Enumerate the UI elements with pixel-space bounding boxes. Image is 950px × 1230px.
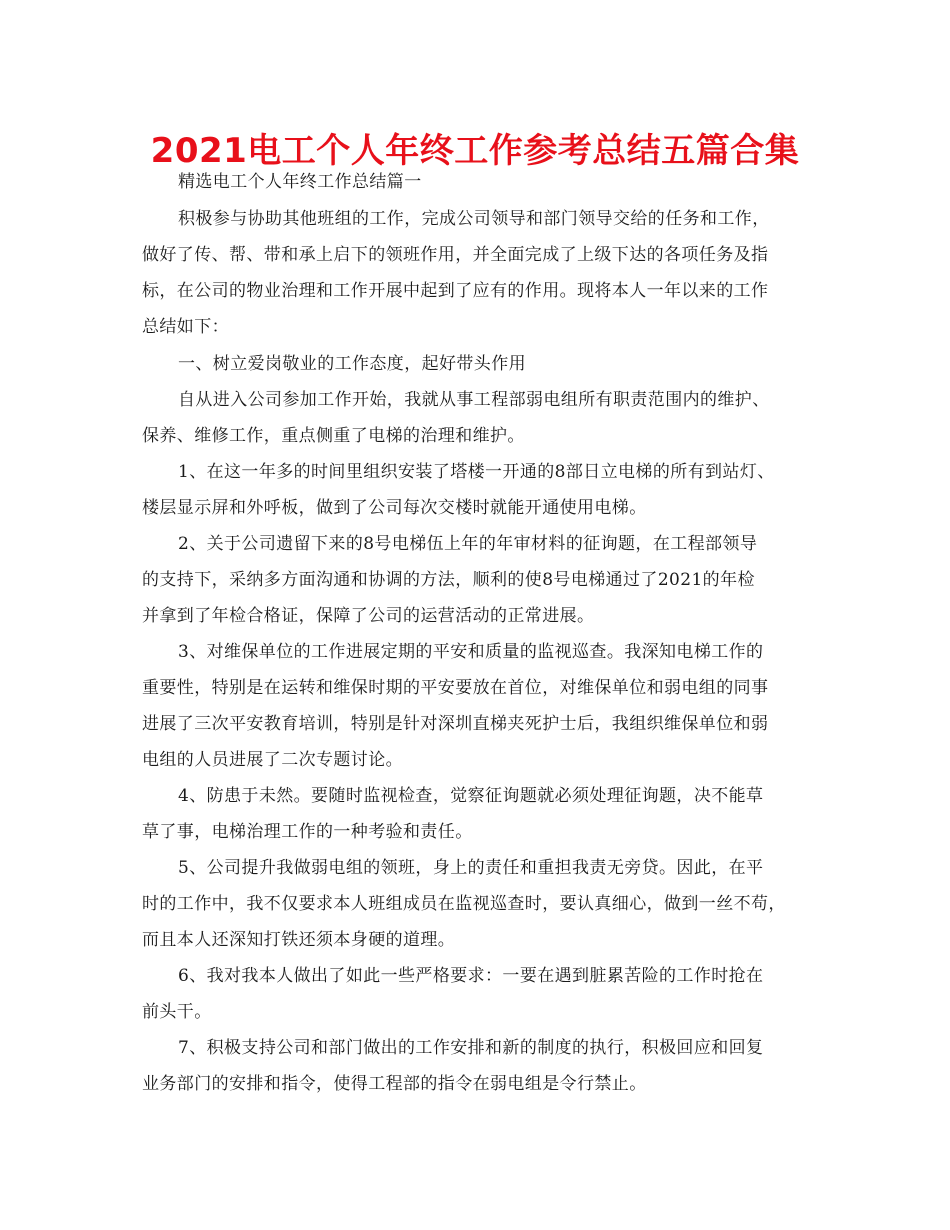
- paragraph-line: 5、公司提升我做弱电组的领班，身上的责任和重担我责无旁贷。因此，在平: [178, 858, 764, 878]
- paragraph-line: 时的工作中，我不仅要求本人班组成员在监视巡查时，要认真细心，做到一丝不苟，: [142, 894, 786, 914]
- section-heading-line: 一、树立爱岗敬业的工作态度，起好带头作用: [178, 354, 526, 374]
- paragraph-line: 电组的人员进展了二次专题讨论。: [142, 750, 403, 770]
- paragraph-line: 保养、维修工作，重点侧重了电梯的治理和维护。: [142, 426, 525, 446]
- paragraph-line: 3、对维保单位的工作进展定期的平安和质量的监视巡查。我深知电梯工作的: [178, 642, 764, 662]
- paragraph-line: 而且本人还深知打铁还须本身硬的道理。: [142, 930, 456, 950]
- document-title: 2021电工个人年终工作参考总结五篇合集: [150, 131, 800, 171]
- paragraph-line: 草了事，电梯治理工作的一种考验和责任。: [142, 822, 473, 842]
- paragraph-line: 做好了传、帮、带和承上启下的领班作用，并全面完成了上级下达的各项任务及指: [142, 245, 769, 265]
- paragraph-line: 前头干。: [142, 1002, 212, 1022]
- paragraph-line: 进展了三次平安教育培训，特别是针对深圳直梯夹死护士后，我组织维保单位和弱: [142, 714, 769, 734]
- paragraph-line: 的支持下，采纳多方面沟通和协调的方法，顺利的使8号电梯通过了2021的年检: [142, 570, 755, 590]
- paragraph-line: 积极参与协助其他班组的工作，完成公司领导和部门领导交给的任务和工作，: [178, 209, 770, 229]
- paragraph-line: 业务部门的安排和指令，使得工程部的指令在弱电组是令行禁止。: [142, 1074, 647, 1094]
- paragraph-line: 标，在公司的物业治理和工作开展中起到了应有的作用。现将本人一年以来的工作: [142, 281, 769, 301]
- paragraph-line: 4、防患于未然。要随时监视检查，觉察征询题就必须处理征询题，决不能草: [178, 786, 764, 806]
- paragraph-line: 并拿到了年检合格证，保障了公司的运营活动的正常进展。: [142, 606, 595, 626]
- subheading-line: 精选电工个人年终工作总结篇一: [178, 172, 422, 192]
- paragraph-line: 重要性，特别是在运转和维保时期的平安要放在首位，对维保单位和弱电组的同事: [142, 678, 769, 698]
- paragraph-line: 总结如下：: [142, 317, 229, 337]
- paragraph-line: 6、我对我本人做出了如此一些严格要求：一要在遇到脏累苦险的工作时抢在: [178, 966, 764, 986]
- paragraph-line: 2、关于公司遗留下来的8号电梯伍上年的年审材料的征询题，在工程部领导: [178, 534, 758, 554]
- paragraph-line: 楼层显示屏和外呼板，做到了公司每次交楼时就能开通使用电梯。: [142, 498, 647, 518]
- paragraph-line: 7、积极支持公司和部门做出的工作安排和新的制度的执行，积极回应和回复: [178, 1038, 764, 1058]
- paragraph-line: 1、在这一年多的时间里组织安装了塔楼一开通的8部日立电梯的所有到站灯、: [178, 462, 775, 482]
- paragraph-line: 自从进入公司参加工作开始，我就从事工程部弱电组所有职责范围内的维护、: [178, 390, 770, 410]
